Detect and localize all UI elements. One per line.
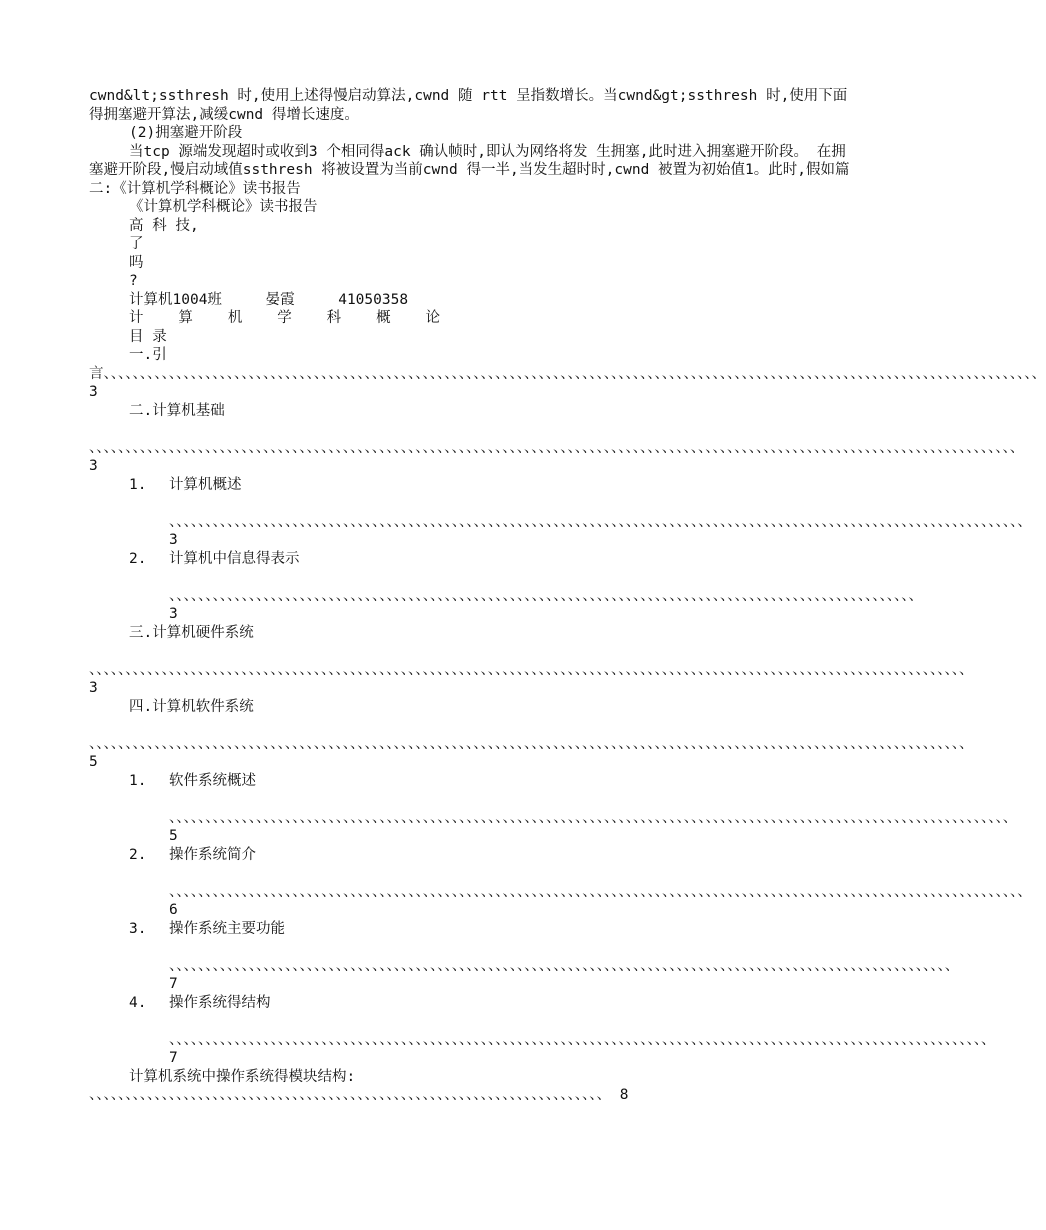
toc-dots: 、、、、、、、、、、、、、、、、、、、、、、、、、、、、、、、、、、、、、、、、、、、、、、、、、、、、、、、、、、、、、、、、、、、、、、、、、、、、、、、、、、、、、、、、、、、、、、、、、、、、、、、、、、、、、、、、、、、、、、、、、: [89, 643, 974, 678]
toc-dots: 、、、、、、、、、、、、、、、、、、、、、、、、、、、、、、、、、、、、、、、、、、、、、、、、、、、、、、、、、、、、、、、、、、、、、、、、、、、、、、、、、、、、、、、、、、、、、、、、、、、、、、、、、、、、、、、、、、、、、、: [169, 495, 1032, 530]
heading-congestion-avoidance: (2)拥塞避开阶段: [129, 125, 243, 141]
toc-entry-label: 软件系统概述: [169, 772, 256, 789]
toc-entry-number: 4.: [129, 994, 147, 1011]
toc-entry-number: 2.: [129, 550, 147, 567]
toc-page-number: 6: [169, 902, 178, 918]
toc-dots: 、、、、、、、、、、、、、、、、、、、、、、、、、、、、、、、、、、、、、、、、、、、、、、、、、、、、、、、、、、、、、、、、、、、、、、、: [89, 1087, 611, 1103]
toc-dots: 、、、、、、、、、、、、、、、、、、、、、、、、、、、、、、、、、、、、、、、、、、、、、、、、、、、、、、、、、、、、、、、、、、、、、、、、、、、、、、、、、、、、、、、、、、、、、、、、、、、、、、、、、、、、: [169, 939, 960, 974]
toc-entry-title: 二.计算机基础: [129, 402, 225, 419]
toc-page-number: 3: [89, 680, 98, 696]
toc-entry-title: [89, 994, 859, 1013]
banner-line-3: 吗: [129, 254, 144, 271]
table-of-contents: [89, 346, 1046, 1105]
toc-entry-title: [89, 846, 859, 865]
toc-leader: [89, 1012, 996, 1068]
toc-entry: [89, 550, 923, 624]
toc-leader: [89, 864, 1032, 920]
toc-dots: 、、、、、、、、、、、、、、、、、、、、、、、、、、、、、、、、、、、、、、、、、、、、、、、、、、、、、、、、、、、、、、、、、、、、、、、、、、、、、、、、、、、、、、、、、、、、、、、、、、、、、、、、、、、、、、、、、、、、、、、、、: [89, 717, 974, 752]
toc-entry-title: 三.计算机硬件系统: [129, 624, 254, 641]
toc-entry: [89, 402, 1025, 476]
toc-dots: 、、、、、、、、、、、、、、、、、、、、、、、、、、、、、、、、、、、、、、、、、、、、、、、、、、、、、、、、、、、、、、、、、、、、、、、、、、、、、、、、、、、、、、、、、、、、、、、、、、、、、、、、、、、、、、、、、、、、、、、、、、、、、、、、: [89, 421, 1025, 456]
report-title: 《计算机学科概论》读书报告: [129, 199, 318, 215]
toc-entry-title: [89, 920, 859, 939]
toc-entry-title: [89, 550, 859, 569]
toc-entry-label: 操作系统主要功能: [169, 920, 285, 937]
toc-entry-label: 操作系统简介: [169, 846, 256, 863]
toc-leader: [89, 790, 1018, 846]
toc-entry: [89, 994, 996, 1068]
toc-entry-title: 一.引: [129, 347, 167, 363]
toc-entry: [89, 698, 974, 772]
banner-line-1: 高 科 技,: [129, 217, 199, 234]
toc-entry-title: [89, 476, 859, 495]
toc-entry-number: 1.: [129, 476, 147, 493]
toc-page-number: 8: [619, 1087, 629, 1103]
toc-leader: [89, 1086, 859, 1105]
toc-entry: [89, 920, 960, 994]
toc-page-number: 3: [89, 458, 98, 474]
toc-entry-number: 3.: [129, 920, 147, 937]
toc-dots: 、、、、、、、、、、、、、、、、、、、、、、、、、、、、、、、、、、、、、、、、、、、、、、、、、、、、、、、、、、、、、、、、、、、、、、、、、、、、、、、、、、、、、、、、、、、、、、、、、、、、、、、: [169, 569, 923, 604]
toc-entry-title: 四.计算机软件系统: [129, 698, 254, 715]
toc-entry-title: [89, 772, 859, 791]
paragraph-timeout: 当tcp 源端发现超时或收到3 个相同得ack 确认帧时,即认为网络将发 生拥塞,此时进入拥塞避开阶段。 在拥塞避开阶段,慢启动域值ssthresh 将被设置为当前cwnd 得一半,当发生超时时,cwnd 被置为初始值1。此时,假如篇二:《计算机学科概论》读书报告: [89, 143, 850, 197]
toc-page-number: 7: [169, 976, 178, 992]
toc-page-number: 3: [89, 384, 98, 400]
toc-entry-title: 计算机系统中操作系统得模块结构:: [129, 1068, 356, 1085]
toc-leader: [89, 420, 1025, 476]
toc-leader: [89, 642, 974, 698]
toc-entry: [89, 772, 1018, 846]
toc-entry-label: 操作系统得结构: [169, 994, 271, 1011]
toc-dots: 、、、、、、、、、、、、、、、、、、、、、、、、、、、、、、、、、、、、、、、、、、、、、、、、、、、、、、、、、、、、、、、、、、、、、、、、、、、、、、、、、、、、、、、、、、、、、、、、、、、、、、、、、、、、、、、、、、、、、、: [169, 865, 1032, 900]
toc-page-number: 5: [89, 754, 98, 770]
toc-page-number: 3: [169, 532, 178, 548]
toc-entry: [89, 1068, 859, 1105]
author-line: 计算机1004班 晏霞 41050358: [129, 291, 409, 308]
toc-page-number: 3: [169, 606, 178, 622]
toc-dots: 、、、、、、、、、、、、、、、、、、、、、、、、、、、、、、、、、、、、、、、、、、、、、、、、、、、、、、、、、、、、、、、、、、、、、、、、、、、、、、、、、、、、、、、、、、、、、、、、、、、、、、、、、、、、、、、、、: [169, 1013, 996, 1048]
toc-entry: [89, 846, 1032, 920]
toc-page-number: 5: [169, 828, 178, 844]
toc-leader: [89, 568, 923, 624]
toc-entry-number: 2.: [129, 846, 147, 863]
toc-heading: 目 录: [129, 328, 167, 345]
toc-dots: 、、、、、、、、、、、、、、、、、、、、、、、、、、、、、、、、、、、、、、、、、、、、、、、、、、、、、、、、、、、、、、、、、、、、、、、、、、、、、、、、、、、、、、、、、、、、、、、、、、、、、、、、、、、、、、、、、、、、: [169, 791, 1018, 826]
toc-leader: [89, 716, 974, 772]
toc-entry: [89, 476, 1032, 550]
toc-entry: [89, 624, 974, 698]
banner-line-2: 了: [129, 236, 144, 252]
toc-dots: 、、、、、、、、、、、、、、、、、、、、、、、、、、、、、、、、、、、、、、、、、、、、、、、、、、、、、、、、、、、、、、、、、、、、、、、、、、、、、、、、、、、、、、、、、、、、、、、、、、、、、、、、、、、、、、、、、、、、、、、、、、、、、、、、、: [103, 365, 1046, 382]
toc-page-number: 7: [169, 1050, 178, 1066]
document-page: [89, 87, 1046, 1105]
toc-entry-title-tail: 言: [89, 365, 104, 382]
subject-title: 计 算 机 学 科 概 论: [129, 310, 441, 326]
toc-entry-label: 计算机概述: [169, 476, 242, 493]
toc-leader: [89, 494, 1032, 550]
toc-entry: [89, 346, 1046, 402]
toc-entry-label: 计算机中信息得表示: [169, 550, 300, 567]
toc-leader: [89, 365, 1046, 402]
toc-entry-number: 1.: [129, 772, 147, 789]
toc-leader: [89, 938, 960, 994]
paragraph-cwnd: cwnd&lt;ssthresh 时,使用上述得慢启动算法,cwnd 随 rtt 呈指数增长。当cwnd&gt;ssthresh 时,使用下面得拥塞避开算法,减缓cwnd 得增长速度。: [89, 88, 848, 123]
banner-line-4: ?: [129, 273, 138, 289]
